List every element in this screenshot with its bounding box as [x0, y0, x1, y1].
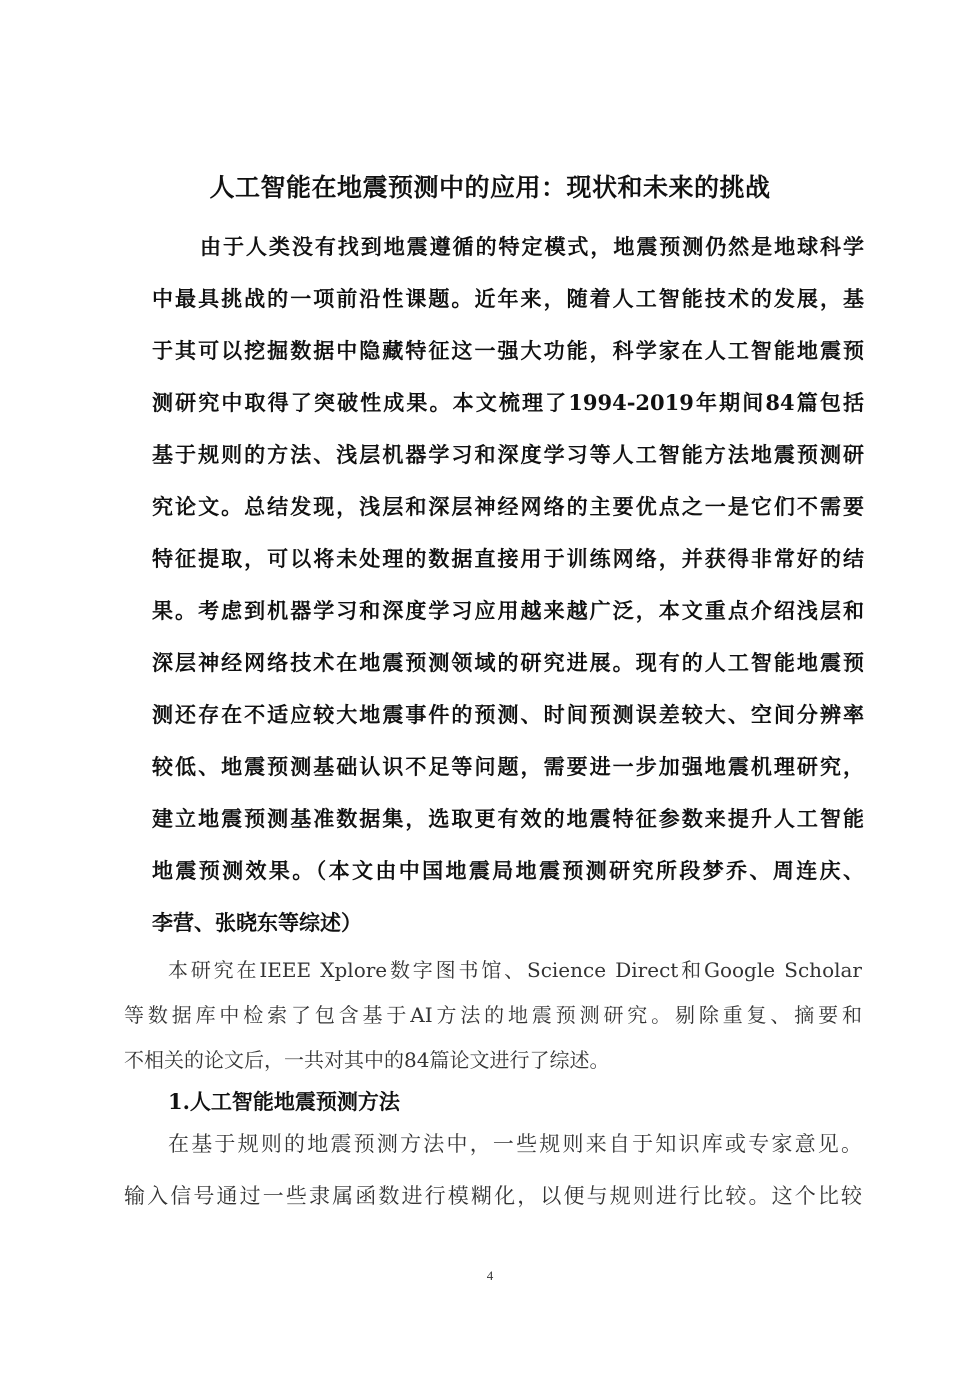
abstract-line: 李营、张晓东等综述）	[152, 910, 362, 935]
abstract-line: 由于人类没有找到地震遵循的特定模式，地震预测仍然是地球科学	[200, 234, 864, 259]
intro-line: 不相关的论文后，一共对其中的84篇论文进行了综述。	[124, 1048, 610, 1072]
abstract-line: 测研究中取得了突破性成果。本文梳理了1994-2019年期间84篇包括	[152, 390, 864, 415]
document-title: 人工智能在地震预测中的应用：现状和未来的挑战	[209, 173, 771, 202]
abstract-line: 深层神经网络技术在地震预测领域的研究进展。现有的人工智能地震预	[152, 650, 864, 675]
abstract-line: 果。考虑到机器学习和深度学习应用越来越广泛，本文重点介绍浅层和	[152, 598, 864, 623]
abstract-line: 特征提取，可以将未处理的数据直接用于训练网络，并获得非常好的结	[152, 546, 864, 571]
section-paragraph	[124, 1126, 862, 1230]
abstract-line: 建立地震预测基准数据集，选取更有效的地震特征参数来提升人工智能	[152, 806, 864, 831]
abstract-line: 测还存在不适应较大地震事件的预测、时间预测误差较大、空间分辨率	[152, 702, 864, 727]
section-heading: 1.人工智能地震预测方法	[168, 1089, 400, 1114]
abstract-line: 地震预测效果。（本文由中国地震局地震预测研究所段梦乔、周连庆、	[152, 858, 864, 883]
abstract-line: 基于规则的方法、浅层机器学习和深度学习等人工智能方法地震预测研	[152, 442, 864, 467]
section-line: 在基于规则的地震预测方法中，一些规则来自于知识库或专家意见。	[168, 1132, 862, 1156]
abstract-paragraph	[152, 228, 864, 956]
intro-paragraph	[124, 952, 862, 1087]
abstract-line: 中最具挑战的一项前沿性课题。近年来，随着人工智能技术的发展，基	[152, 286, 864, 311]
intro-line: 本研究在IEEE Xplore数字图书馆、Science Direct和Google Scholar	[168, 958, 862, 982]
abstract-line: 较低、地震预测基础认识不足等问题，需要进一步加强地震机理研究，	[152, 754, 864, 779]
abstract-line: 究论文。总结发现，浅层和深层神经网络的主要优点之一是它们不需要	[152, 494, 864, 519]
intro-line: 等数据库中检索了包含基于AI方法的地震预测研究。剔除重复、摘要和	[124, 1003, 862, 1027]
abstract-line: 于其可以挖掘数据中隐藏特征这一强大功能，科学家在人工智能地震预	[152, 338, 864, 363]
section-line: 输入信号通过一些隶属函数进行模糊化，以便与规则进行比较。这个比较	[124, 1184, 862, 1208]
page-number: 4	[486, 1268, 494, 1283]
